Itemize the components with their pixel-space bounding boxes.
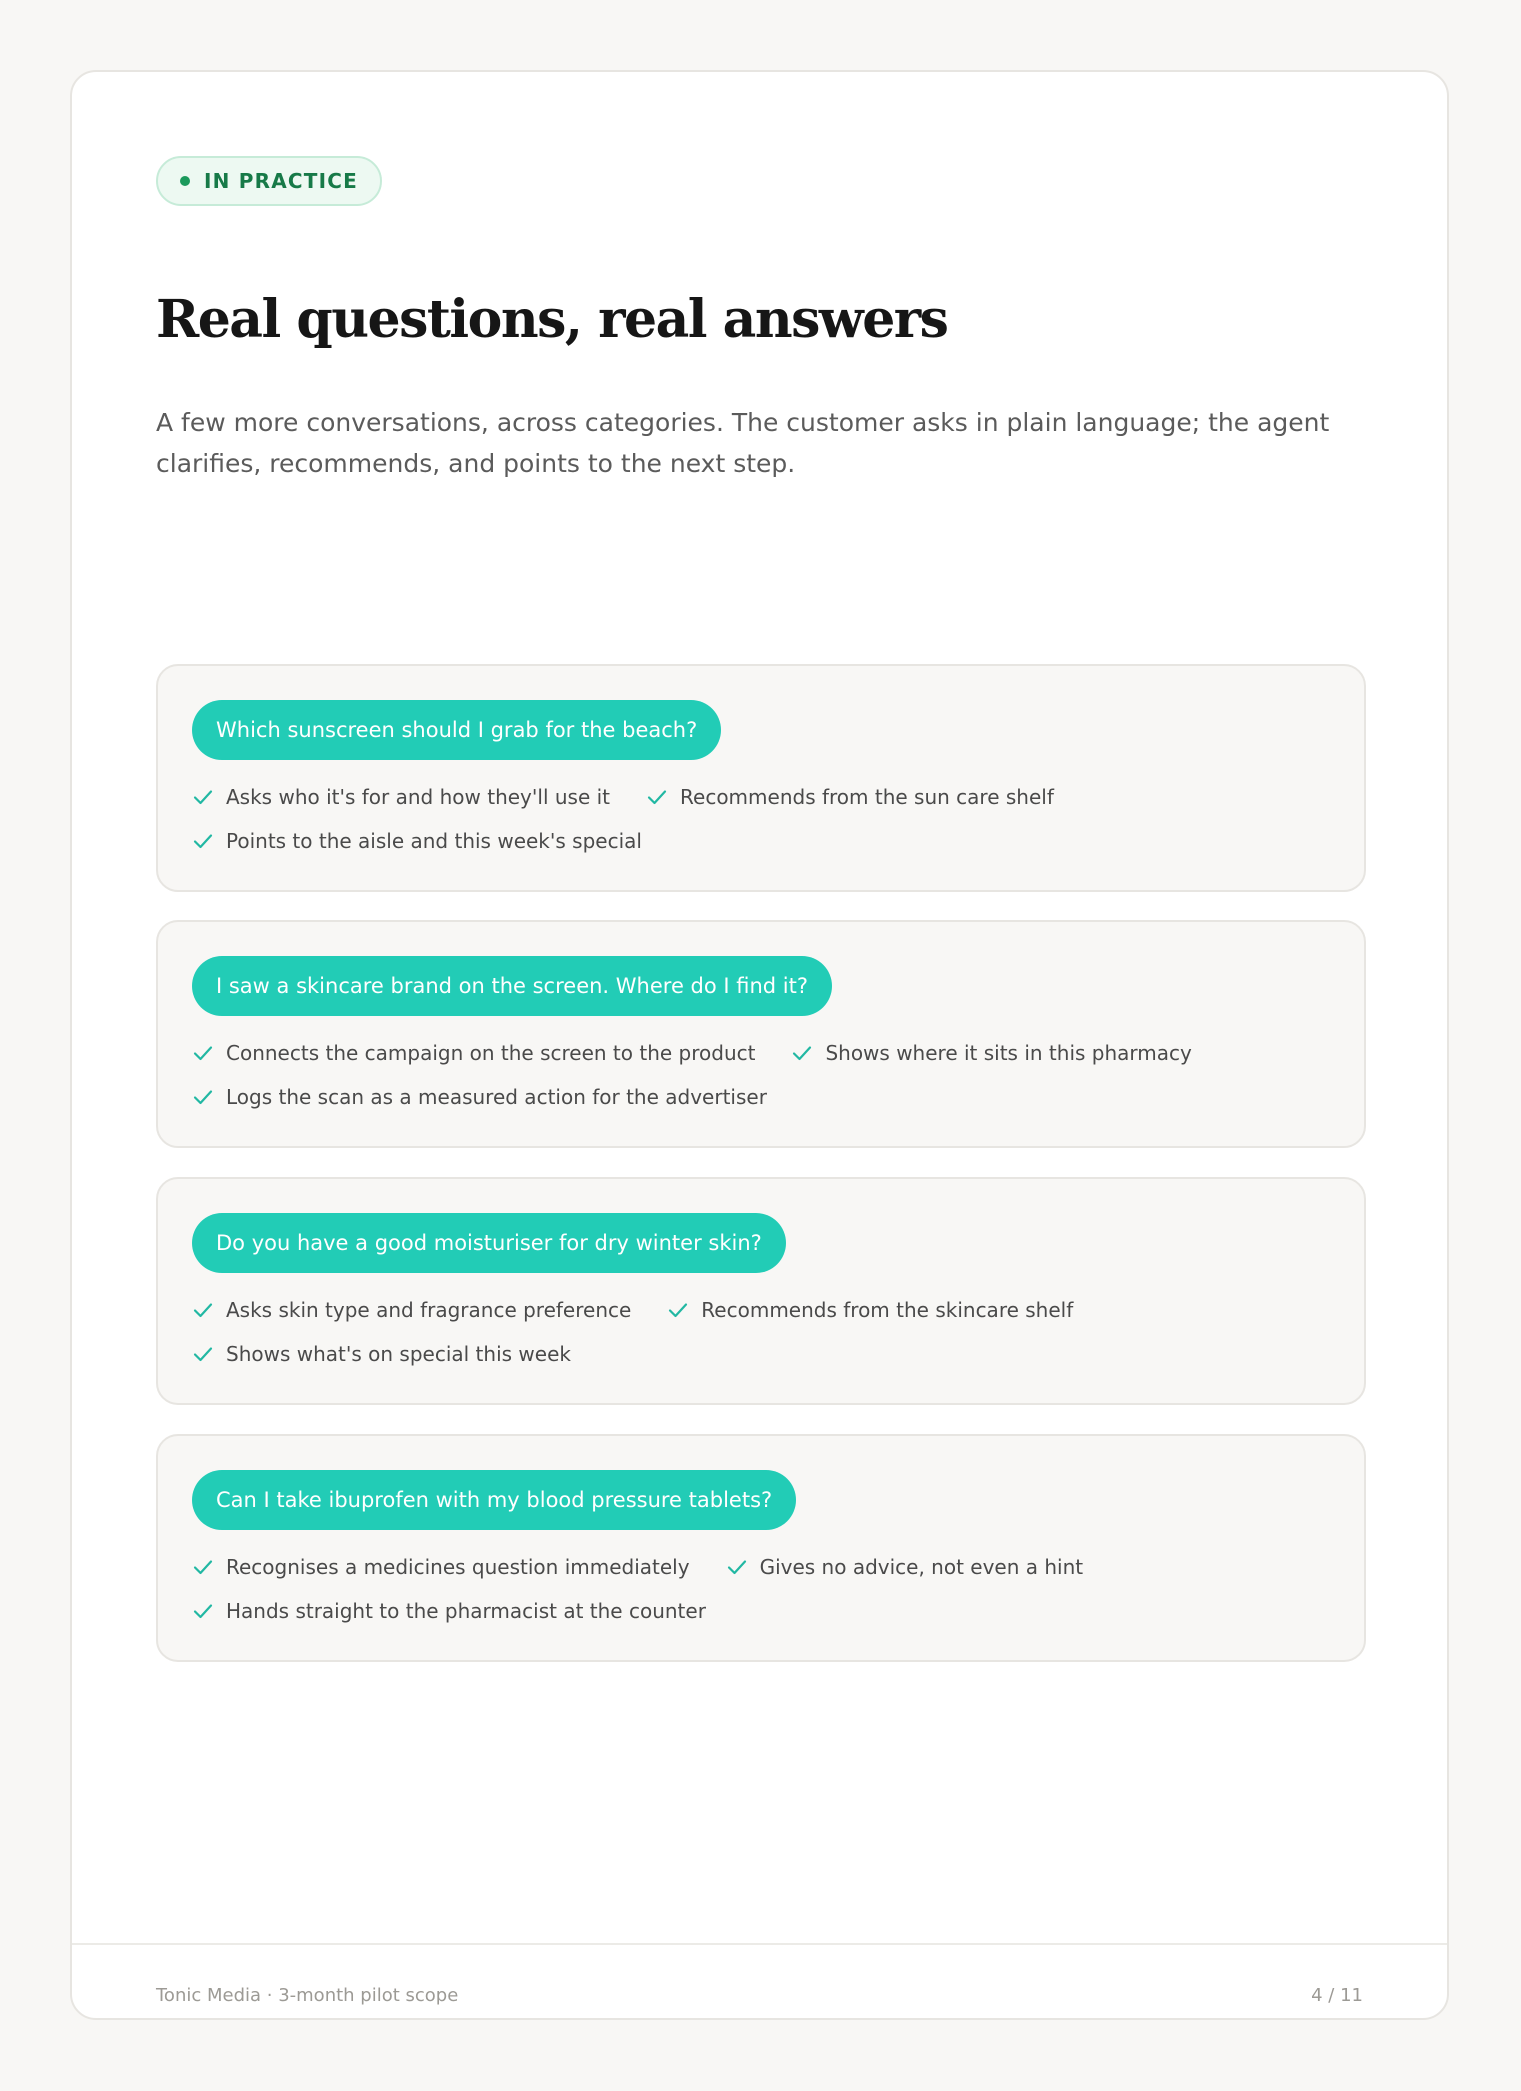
answer-point [192, 782, 610, 812]
conversation-card [156, 664, 1366, 892]
check-icon [192, 1556, 214, 1578]
page-number: 4 / 11 [1311, 1985, 1363, 2006]
check-icon [192, 1299, 214, 1321]
question-bubble: I saw a skincare brand on the screen. Where do I find it? [192, 956, 832, 1016]
answer-point-text: Recommends from the sun care shelf [680, 785, 1054, 809]
answer-point-text: Shows what's on special this week [226, 1342, 571, 1366]
intro-text: A few more conversations, across categories. The customer asks in plain language; the agent clarifies, recommends, and points to the next step. [156, 408, 1330, 478]
answer-point [646, 782, 1054, 812]
check-icon [726, 1556, 748, 1578]
answer-points [192, 1552, 1332, 1626]
answer-point-text: Gives no advice, not even a hint [759, 1555, 1084, 1579]
conversation-card [156, 920, 1366, 1148]
section-label: IN PRACTICE [204, 169, 358, 193]
question-bubble: Do you have a good moisturiser for dry winter skin? [192, 1213, 786, 1273]
answer-points [192, 1038, 1332, 1112]
status-dot-icon [180, 176, 190, 186]
check-icon [791, 1042, 813, 1064]
answer-point [667, 1295, 1073, 1325]
answer-points [192, 782, 1332, 856]
answer-point-text: Asks skin type and fragrance preference [226, 1298, 632, 1322]
answer-point [791, 1038, 1191, 1068]
check-icon [192, 786, 214, 808]
page-title: Real questions, real answers [156, 289, 948, 350]
conversation-card [156, 1434, 1366, 1662]
answer-point [726, 1552, 1084, 1582]
answer-point [192, 1339, 571, 1369]
conversation-card [156, 1177, 1366, 1405]
answer-point [192, 1596, 706, 1626]
answer-point-text: Recommends from the skincare shelf [701, 1298, 1074, 1322]
answer-point [192, 1038, 755, 1068]
answer-points [192, 1295, 1332, 1369]
check-icon [192, 1086, 214, 1108]
check-icon [646, 786, 668, 808]
answer-point [192, 1082, 767, 1112]
footer-source: Tonic Media · 3-month pilot scope [156, 1985, 459, 2006]
answer-point-text: Recognises a medicines question immediately [226, 1555, 690, 1579]
answer-point [192, 826, 642, 856]
question-bubble: Which sunscreen should I grab for the beach? [192, 700, 721, 760]
answer-point-text: Logs the scan as a measured action for the advertiser [226, 1085, 767, 1109]
answer-point-text: Asks who it's for and how they'll use it [226, 785, 611, 809]
slide-card [70, 70, 1449, 2020]
check-icon [667, 1299, 689, 1321]
answer-point [192, 1552, 690, 1582]
question-bubble: Can I take ibuprofen with my blood pressure tablets? [192, 1470, 796, 1530]
footer-divider [72, 1943, 1447, 1945]
answer-point [192, 1295, 631, 1325]
check-icon [192, 1042, 214, 1064]
check-icon [192, 1600, 214, 1622]
answer-point-text: Shows where it sits in this pharmacy [825, 1041, 1192, 1065]
answer-point-text: Connects the campaign on the screen to the product [226, 1041, 756, 1065]
check-icon [192, 1343, 214, 1365]
answer-point-text: Points to the aisle and this week's special [226, 829, 642, 853]
answer-point-text: Hands straight to the pharmacist at the counter [226, 1599, 706, 1623]
section-badge [156, 156, 382, 206]
check-icon [192, 830, 214, 852]
